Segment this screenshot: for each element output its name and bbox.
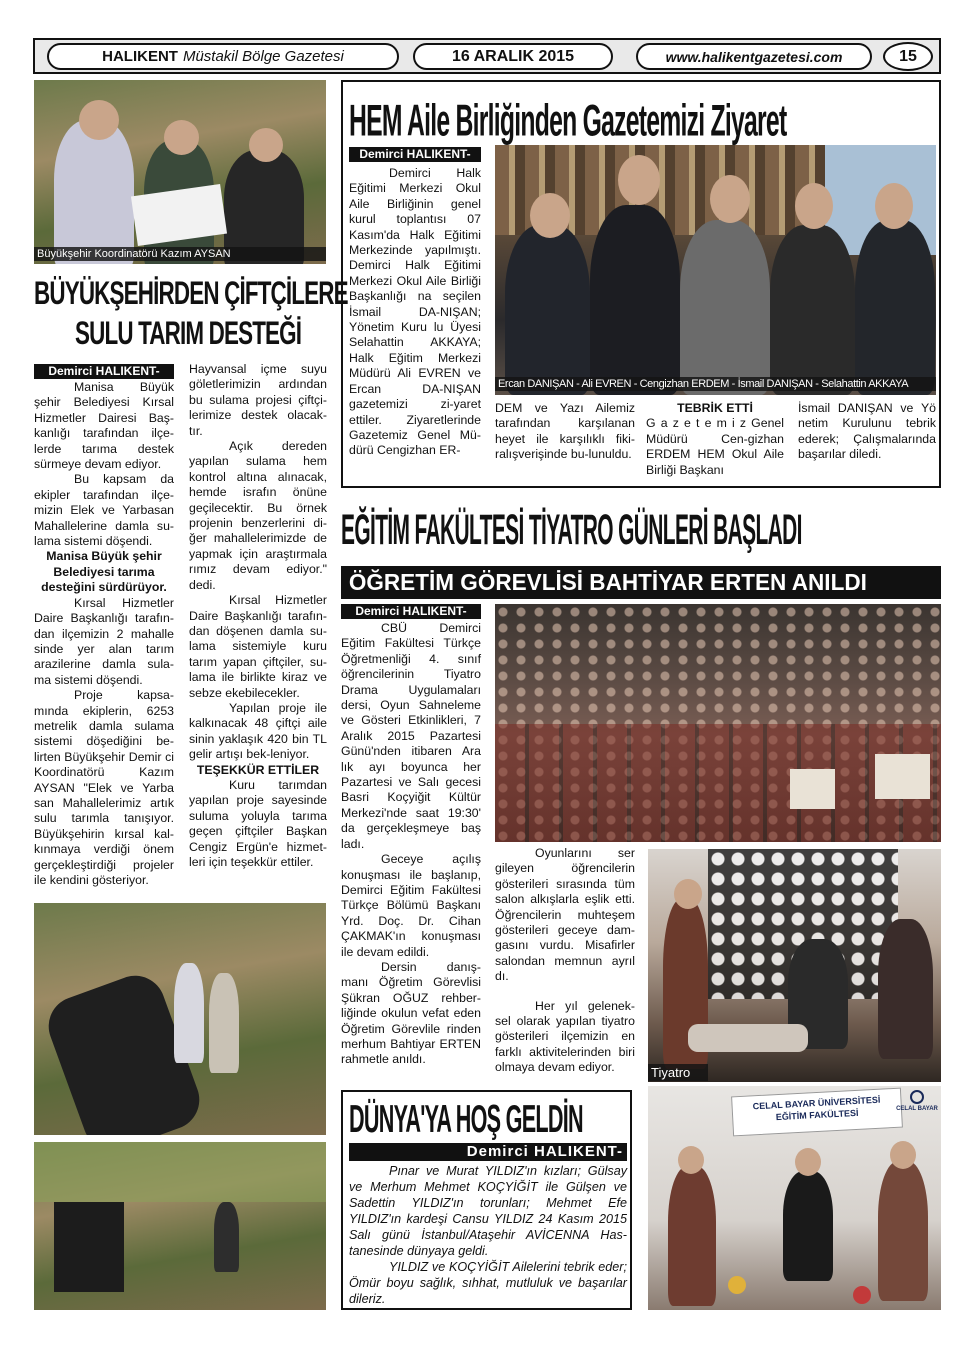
photo-irrigation-pipes — [34, 903, 326, 1135]
banner-line1: CELAL BAYAR ÜNİVERSİTESİ — [752, 1094, 881, 1112]
subheadline-theatre: ÖĞRETİM GÖREVLİSİ BAHTİYAR ERTEN ANILDI — [348, 569, 867, 595]
photo-theatre-stage — [648, 849, 941, 1082]
page-number — [883, 42, 933, 71]
article-visit-col4 — [798, 401, 936, 463]
article-birth-body — [349, 1163, 627, 1307]
article-visit-col3 — [646, 401, 784, 478]
subheading: TEBRİK ETTİ — [677, 401, 753, 415]
logo-text: CELAL BAYAR — [896, 1106, 938, 1112]
paragraph: G a z e t e m i z Genel Müdürü Cen-gizhan ERDEM HEM Okul Aile Birliği Başkanı — [646, 416, 784, 477]
paragraph: Oyunlarını ser gileyen öğrencilerin gösterileri sırasında tüm salon alkışlarla eşlik etti. Öğrencilerin muhteşem gösterileri geceye dam-gasını vurdu. Misafirler salondan memnun ayrıl dı. — [495, 846, 635, 984]
paragraph: Kuru tarımdan yapılan proje sayesinde suluma yoluyla tarıma geçen çiftçiler Başkan Cengiz Ergün'e hizmet-leri için teşekkür ettiler. — [189, 777, 327, 869]
paragraph: Kırsal Hizmetler Daire Başkanlığı tarafın-dan döşenen damla su-lama sistemiyle kuru tarım yapan çiftçiler, su-lama ile birlikte kiraz ve sebze ekebilecekler. — [189, 593, 327, 700]
byline-tag-theatre: Demirci HALIKENT- — [341, 604, 481, 619]
paragraph: İsmail DANIŞAN ve Yö netim Kurulunu tebrik ederek; Çalışmalarında başarılar diledi. — [798, 401, 936, 462]
photo-excavator-trench — [34, 1142, 326, 1310]
headline-left-line1: BÜYÜKŞEHİRDEN ÇİFTÇİLERE — [34, 275, 348, 311]
paragraph: Her yıl gelenek-sel olarak yapılan tiyatro gösterileri ilçemizin en farklı aktivitelerinden biri olmaya devam ediyor. — [495, 998, 635, 1075]
byline-tag-birth-text: Demirci HALIKENT- — [466, 1143, 623, 1160]
article-visit-col1 — [349, 166, 481, 459]
photo-caption-theatre: Tiyatro — [648, 1064, 708, 1081]
subheading: Manisa Büyük şehir Belediyesi tarıma desteğini sürdürüyor. — [41, 549, 167, 595]
photo-coordinator-meeting — [34, 80, 326, 264]
university-logo — [896, 1090, 938, 1130]
photo-hem-visitors — [495, 145, 936, 395]
paper-name-pill — [47, 43, 399, 70]
paragraph: CBÜ Demirci Eğitim Fakültesi Türkçe Öğretmenliği 4. sınıf öğrencilerinin Tiyatro Drama Uygulamaları dersi, Oyun Sahneleme ve Gösteri Etkinlikleri, 7 Aralık 2015 Pazartesi Günü'nden itibaren Ara lık ayı boyunca her Pazartesi ve Salı gecesi Basri Koçyiğit Kültür Merkezi'nde saat 19:30' da gerçekleşmeye baş ladı. — [341, 621, 481, 851]
paragraph: Demirci Halk Eğitimi Merkezi Okul Aile Birliğinin genel kurul toplantısı 07 Kasım'da Halk Eğitimi Merkezinde yapılmıştı. Demirci Halk Eğitimi Merkezi Okul Aile Birliği Başkanlığı na seçilen İsmail DA-NIŞAN; Yönetim Kuru lu Üyesi Selahattin AKKAYA; Halk Eğitim Merkezi Müdürü Ali EVREN ve Ercan DA-NIŞAN gazetemizi zi-yaret ettiler. Ziyaretlerinde Gazetemiz Genel Mü-dürü Cengizhan ER- — [349, 166, 481, 458]
article-theatre-col2 — [495, 846, 635, 1076]
paragraph: Bu kapsam da ekipler tarafından ilçe-mizin Elek ve Yarbasan Mahallelerine damla su-lama sistemi döşendi. — [34, 472, 174, 549]
byline-tag-birth — [349, 1143, 627, 1161]
photo-caption-visitors: Ercan DANIŞAN - Ali EVREN - Cengizhan ERDEM - İsmail DANIŞAN - Selahattin AKKAYA — [495, 377, 936, 391]
byline-tag-left: Demirci HALIKENT- — [34, 364, 174, 379]
paragraph: YILDIZ ve KOÇYİĞİT Ailelerini tebrik eder; Ömür boyu sağlık, sıhhat, mutluluk ve başarılar dileriz. — [349, 1260, 627, 1306]
paragraph: Proje kapsa-mında ekiplerin, 6253 metrelik damla sulama sistemi döşediğini be-lirten Büyükşehir Demir ci Koordinatörü Kazım AYSAN "Elek ve Yarba san Mahallelerimiz artık sulu tarımla tanışıyor. Büyükşehirin kırsal kal-kınmaya verdiği önem gerçekleştirdiği projeler ile kendini gösteriyor. — [34, 688, 174, 887]
article-left-col1 — [34, 380, 174, 888]
article-visit-col2 — [495, 401, 635, 463]
paragraph: Kırsal Hizmetler Daire Başkanlığı tarafın-dan ilçemizin 2 mahalle sinde yer alan tarım arazilerine damla sula-ma sistemi döşendi. — [34, 595, 174, 687]
photo-caption-coordinator: Büyükşehir Koordinatörü Kazım AYSAN — [34, 247, 326, 261]
article-theatre-col1 — [341, 621, 481, 1068]
paragraph: Manisa Büyük şehir Belediyesi Kırsal Hizmetler Dairesi Baş-kanlığı tarafından ilçe-lerde tarıma destek sürmeye devam ediyor. — [34, 380, 174, 472]
headline-theatre: EĞİTİM FAKÜLTESİ TİYATRO GÜNLERİ BAŞLADI — [341, 505, 802, 554]
website-pill — [636, 43, 872, 70]
photo-theatre-audience — [495, 604, 941, 842]
headline-birth: DÜNYA'YA HOŞ GELDİN — [349, 1098, 583, 1141]
paragraph: DEM ve Yazı Ailemiz tarafından karşılanan heyet ile karşılıklı fiki-ralışverişinde bu-lunuldu. — [495, 401, 635, 462]
article-left-col2 — [189, 362, 327, 870]
paragraph: Geceye açılış konuşması ile başlanıp, Demirci Eğitim Fakültesi Türkçe Bölümü Başkanı Yrd. Doç. Dr. Cihan ÇAKMAK'ın konuşması ile devam edildi. — [341, 852, 481, 959]
page-number-text: 15 — [899, 47, 917, 65]
website-text: www.halikentgazetesi.com — [665, 48, 843, 65]
headline-left-line2: SULU TARIM DESTEĞİ — [75, 315, 302, 351]
paragraph: Yapılan proje ile kalkınacak 48 çiftçi aile sinin yaklaşık 420 bin TL gelir artışı bek-leniyor. — [189, 700, 327, 762]
byline-tag-visit: Demirci HALIKENT- — [349, 147, 481, 162]
paragraph: Dersin danış-manı Öğretim Görevlisi Şükran OĞUZ rehber-liğinde okulun vefat eden Öğretim Görevlile rinden merhum Bahtiyar ERTEN rahmetle anıldı. — [341, 959, 481, 1067]
paper-name: HALIKENT — [102, 48, 178, 65]
issue-date-text: 16 ARALIK 2015 — [451, 47, 575, 65]
paragraph: Hayvansal içme suyu göletlerimizin ardından bu sulama projesi çiftçi-lerimize destek olacak-tır. — [189, 362, 327, 438]
paragraph: Açık dereden yapılan sulama hem kontrol altına alınacak, hemde israfın önüne geçilecektir. Bu örnek projenin benzerlerini di-ğer mahallelerimizde de yapmak için araştırmala rımız devam ediyor." dedi. — [189, 439, 327, 592]
paragraph: Pınar ve Murat YILDIZ'ın kızları; Gülsay ve Merhum Mehmet KOÇYİĞİT ile Gülşen ve Sadettin YILDIZ'ın torunları; Mehmet Efe YILDIZ'ın kardeşi Cansu YILDIZ 24 Kasım 2015 Salı günü İstanbul/Ataşehir AVİCENNA Has-tanesinde dünyaya geldi. — [349, 1164, 627, 1258]
banner-line2: EĞİTİM FAKÜLTESİ — [775, 1107, 859, 1123]
headline-visit: HEM Aile Birliğinden Gazetemizi Ziyaret — [349, 95, 787, 145]
issue-date — [413, 43, 613, 70]
paper-subtitle: Müstakil Bölge Gazetesi — [182, 48, 344, 65]
subheading: TEŞEKKÜR ETTİLER — [196, 762, 320, 777]
photo-theatre-performance — [648, 1086, 941, 1310]
subheadline-bar — [341, 566, 941, 599]
